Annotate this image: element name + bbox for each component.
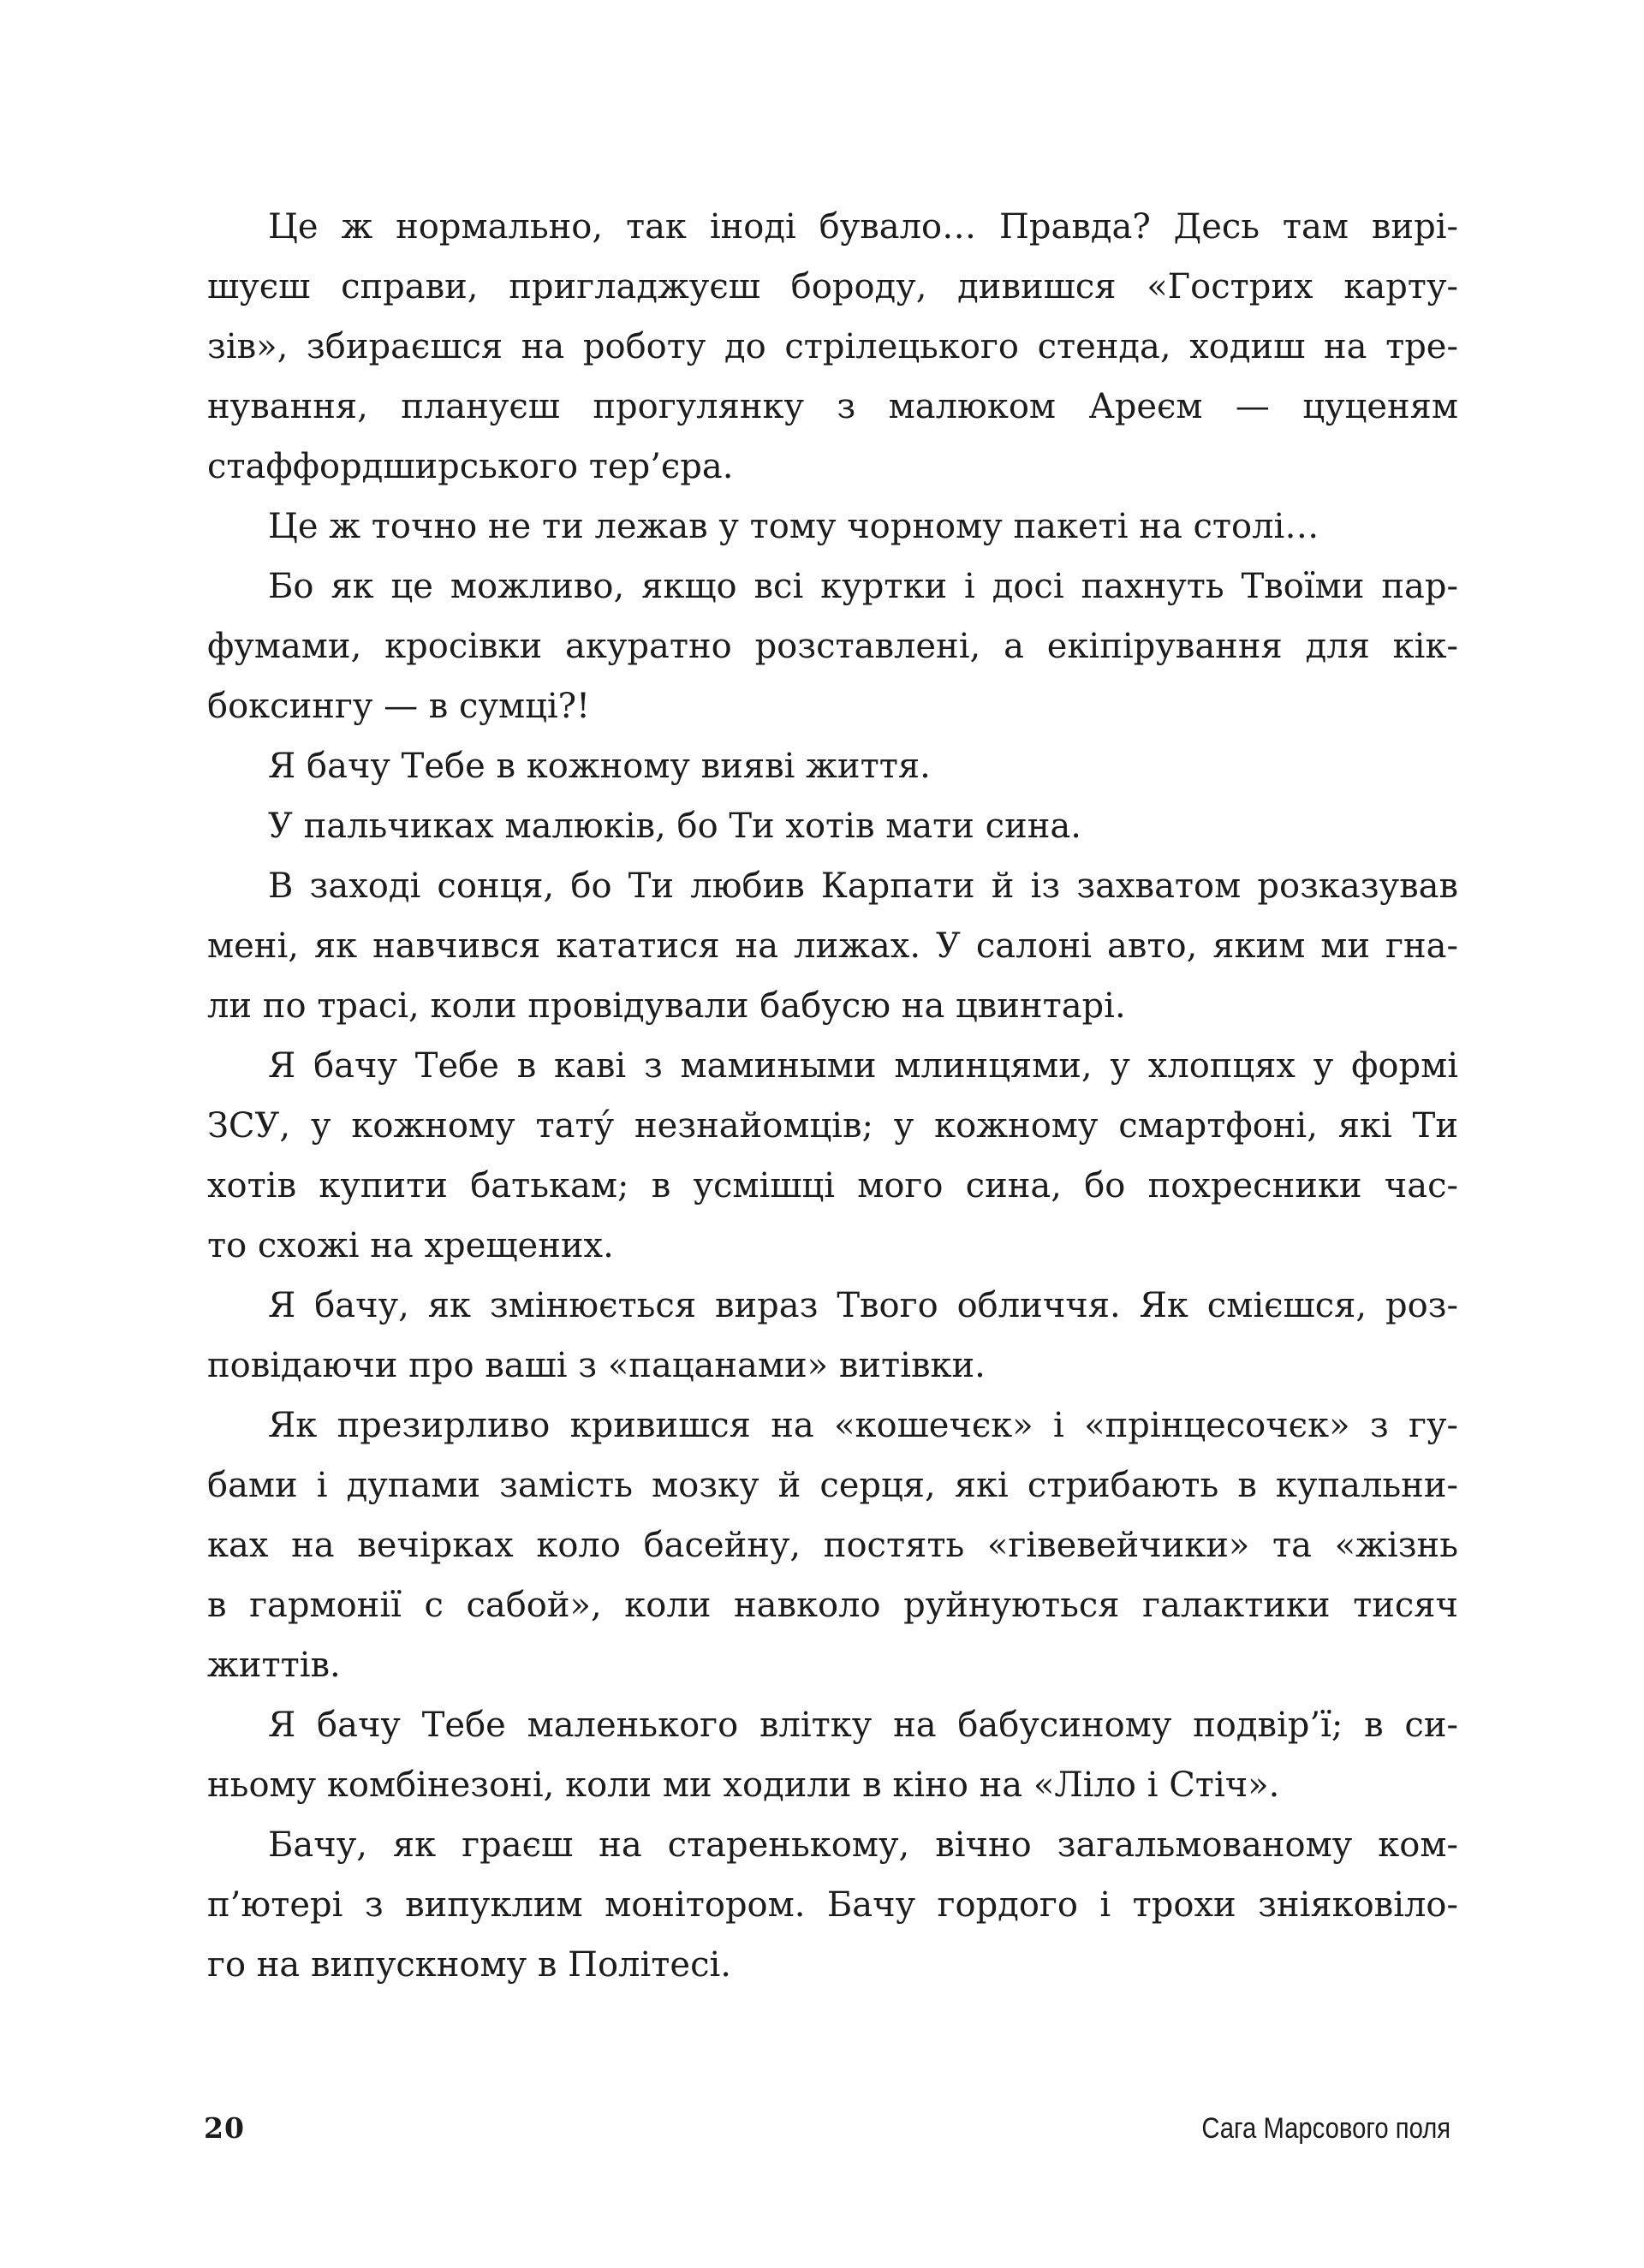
text-line: Я бачу Тебе маленького влітку на бабусиному подвір’ї; в си- (268, 1705, 1458, 1745)
text-line: У пальчиках малюків, бо Ти хотів мати сина. (268, 807, 1081, 846)
body-text (207, 197, 1458, 1995)
paragraph (207, 1815, 1458, 1995)
text-line: боксингу — в сумці?! (207, 687, 591, 726)
text-line: Бачу, як граєш на старенькому, вічно загальмованому ком- (268, 1825, 1458, 1865)
text-line: Бо як це можливо, якщо всі куртки і досі пахнуть Твоїми пар- (268, 567, 1458, 606)
text-line: стаффордширського тер’єра. (207, 447, 734, 486)
paragraph (207, 1695, 1458, 1815)
page-number: 20 (204, 2111, 245, 2145)
text-line: мені, як навчився кататися на лижах. У салоні авто, яким ми гна- (207, 926, 1458, 966)
text-line: ли по трасі, коли провідували бабусю на цвинтарі. (207, 986, 1126, 1026)
paragraph (207, 497, 1458, 557)
text-line: Я бачу, як змінюється вираз Твого обличчя. Як смієшся, роз- (268, 1286, 1458, 1325)
text-line: Я бачу Тебе в каві з мамиными млинцями, у хлопцях у формі (268, 1046, 1458, 1086)
running-title: Сага Марсового поля (1201, 2112, 1450, 2145)
text-line: шуєш справи, пригладжуєш бороду, дивишся «Гострих карту- (207, 267, 1458, 307)
paragraph (207, 796, 1458, 856)
text-line: Я бачу Тебе в кожному вияві життя. (268, 747, 931, 786)
text-line: то схожі на хрещених. (207, 1226, 614, 1265)
text-line: бами і дупами замість мозку й серця, які стрибають в купальни- (207, 1466, 1458, 1505)
text-line: го на випускному в Політесі. (207, 1945, 731, 1985)
text-line: ЗСУ, у кожному тату́ незнайомців; у кожному смартфоні, які Ти (207, 1106, 1458, 1146)
text-line: в гармонії с сабой», коли навколо руйнуються галактики тисяч (207, 1586, 1458, 1625)
text-line: повідаючи про ваші з «пацанами» витівки. (207, 1346, 986, 1385)
paragraph (207, 736, 1458, 796)
text-line: хотів купити батькам; в усмішці мого сина, бо похресники час- (207, 1166, 1458, 1205)
text-line: В заході сонця, бо Ти любив Карпати й із захватом розказував (268, 866, 1458, 906)
paragraph (207, 197, 1458, 497)
text-line: Це ж точно не ти лежав у тому чорному пакеті на столі… (268, 507, 1319, 546)
text-line: п’ютері з випуклим монітором. Бачу гордого і трохи зніяковіло- (207, 1885, 1458, 1925)
text-line: Як презирливо кривишся на «кошечєк» і «прінцесочєк» з гу- (268, 1406, 1458, 1445)
text-line: фумами, кросівки акуратно розставлені, а екіпірування для кік- (207, 627, 1458, 666)
paragraph (207, 557, 1458, 736)
page-footer (204, 2111, 1450, 2154)
paragraph (207, 856, 1458, 1036)
text-line: зів», збираєшся на роботу до стрілецького стенда, ходиш на тре- (207, 327, 1458, 366)
paragraph (207, 1276, 1458, 1396)
text-line: ньому комбінезоні, коли ми ходили в кіно на «Ліло і Стіч». (207, 1765, 1280, 1805)
text-line: життів. (207, 1646, 341, 1685)
text-line: ках на вечірках коло басейну, постять «гівевейчики» та «жізнь (207, 1526, 1458, 1565)
paragraph (207, 1396, 1458, 1695)
text-line: нування, плануєш прогулянку з малюком Ареєм — цуценям (207, 387, 1458, 426)
text-line: Це ж нормально, так іноді бувало… Правда? Десь там вирі- (268, 207, 1458, 247)
paragraph (207, 1036, 1458, 1276)
